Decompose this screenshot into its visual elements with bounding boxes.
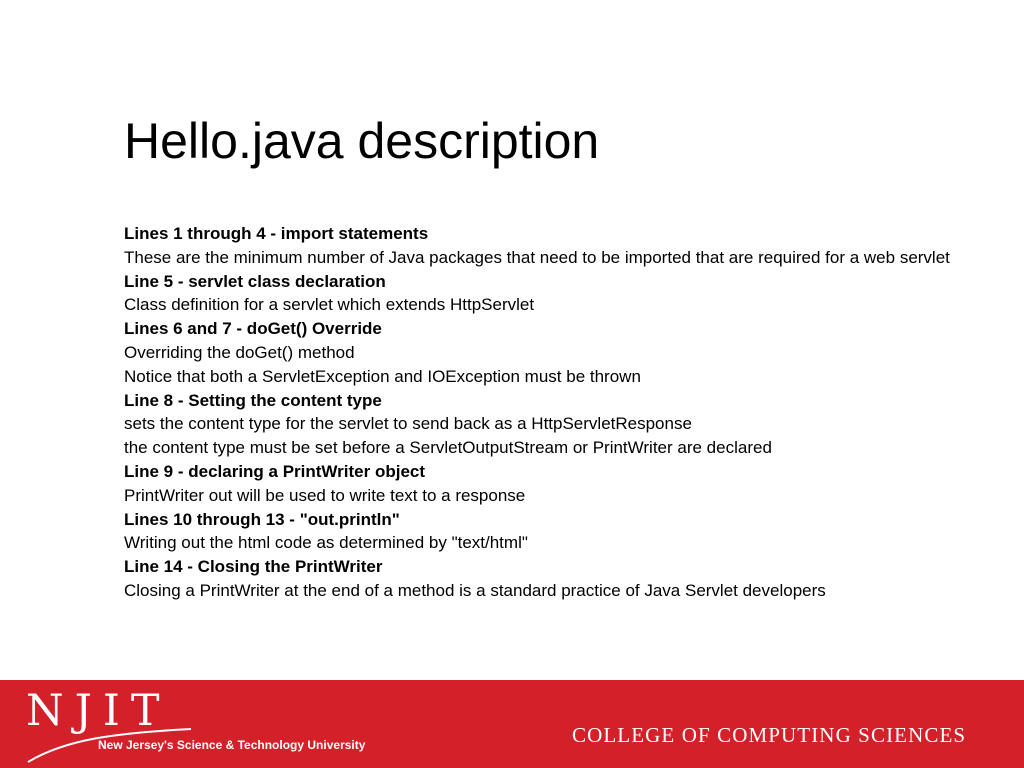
college-name: COLLEGE OF COMPUTING SCIENCES (572, 723, 967, 747)
njit-logo (26, 686, 386, 764)
content-line: PrintWriter out will be used to write text to a response (124, 485, 526, 505)
slide-title: Hello.java description (124, 113, 600, 169)
content-line: Line 14 - Closing the PrintWriter (124, 557, 383, 577)
content-line: Lines 10 through 13 - "out.println" (124, 509, 400, 529)
logo-swoosh-icon (26, 686, 386, 764)
content-line: Line 5 - servlet class declaration (124, 271, 386, 291)
content-line: Lines 1 through 4 - import statements (124, 224, 429, 243)
content-line: Overriding the doGet() method (124, 342, 355, 362)
content-line: Line 8 - Setting the content type (124, 390, 382, 410)
content-line: Writing out the html code as determined by "text/html" (124, 533, 528, 553)
content-line: sets the content type for the servlet to send back as a HttpServletResponse (124, 414, 692, 434)
logo-tagline: New Jersey's Science & Technology University (98, 738, 366, 752)
content-line: Lines 6 and 7 - doGet() Override (124, 319, 382, 339)
content-line: These are the minimum number of Java packages that need to be imported that are required for a web servlet (124, 247, 950, 267)
content-line: the content type must be set before a ServletOutputStream or PrintWriter are declared (124, 438, 772, 458)
slide-content (124, 224, 984, 605)
content-line: Notice that both a ServletException and IOException must be thrown (124, 366, 641, 386)
content-line: Class definition for a servlet which extends HttpServlet (124, 295, 535, 315)
logo-letters: NJIT (26, 686, 171, 736)
content-line: Line 9 - declaring a PrintWriter object (124, 461, 426, 481)
content-line: Closing a PrintWriter at the end of a method is a standard practice of Java Servlet developers (124, 580, 826, 600)
